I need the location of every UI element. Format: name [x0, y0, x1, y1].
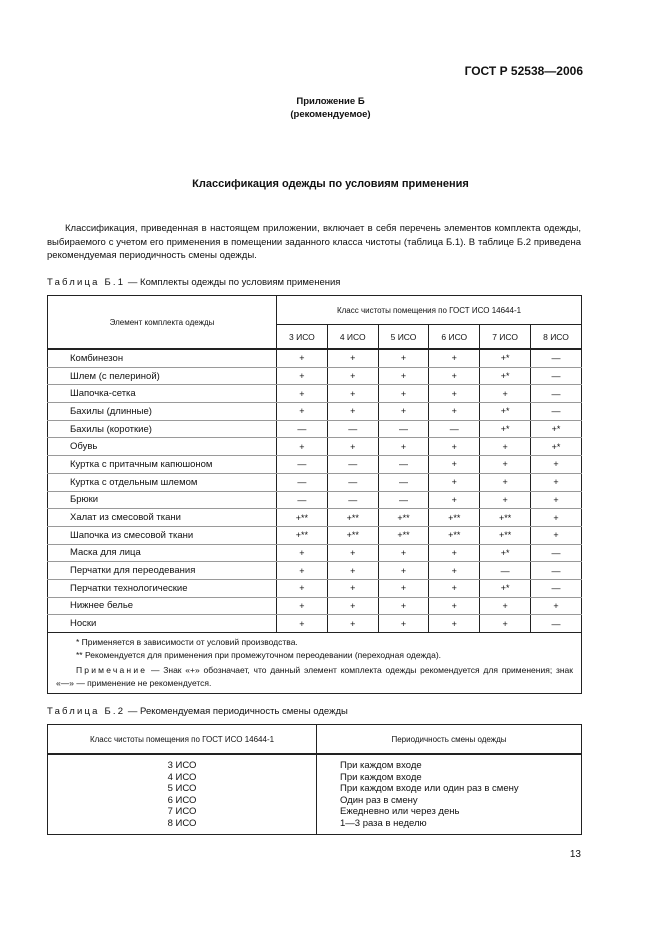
row-value-cell: + [327, 562, 378, 580]
table1-caption-prefix: Таблица Б.1 [47, 277, 126, 288]
row-value-cell: + [429, 579, 480, 597]
change-frequency-table [47, 724, 582, 835]
table-row [48, 509, 582, 527]
clothing-sets-table-body [48, 349, 582, 633]
row-value-cell: +* [480, 367, 531, 385]
row-value-cell: +** [327, 509, 378, 527]
row-value-cell: + [327, 438, 378, 456]
class-header-3-iso: 3 ИСО [277, 325, 328, 350]
table1-notes [48, 633, 582, 694]
class-header-5-iso: 5 ИСО [378, 325, 429, 350]
table-row [48, 367, 582, 385]
row-element-name: Комбинезон [48, 349, 277, 367]
class-header-8-iso: 8 ИСО [530, 325, 581, 350]
class-item: 4 ИСО [167, 771, 197, 783]
row-value-cell: + [378, 615, 429, 633]
row-value-cell: +** [378, 509, 429, 527]
row-value-cell: +** [378, 526, 429, 544]
page-number: 13 [569, 849, 581, 860]
row-value-cell: + [429, 615, 480, 633]
class-list [48, 754, 317, 835]
appendix-heading [0, 95, 661, 121]
class-header-7-iso: 7 ИСО [480, 325, 531, 350]
row-value-cell: + [530, 526, 581, 544]
class-header-6-iso: 6 ИСО [429, 325, 480, 350]
row-value-cell: — [530, 367, 581, 385]
table-row [48, 615, 582, 633]
row-value-cell: + [429, 491, 480, 509]
frequency-item: При каждом входе [340, 760, 422, 771]
row-value-cell: + [277, 579, 328, 597]
section-title: Классификация одежды по условиям применения [192, 178, 469, 190]
row-element-name: Перчатки для переодевания [48, 562, 277, 580]
row-value-cell: + [429, 597, 480, 615]
row-value-cell: — [378, 420, 429, 438]
row-value-cell: + [530, 509, 581, 527]
row-value-cell: — [530, 562, 581, 580]
row-value-cell: + [429, 438, 480, 456]
row-value-cell: +** [429, 509, 480, 527]
row-value-cell: + [378, 403, 429, 421]
table-row [48, 385, 582, 403]
row-value-cell: — [327, 473, 378, 491]
row-element-name: Шапочка из смесовой ткани [48, 526, 277, 544]
class-item: 3 ИСО [167, 760, 197, 771]
row-value-cell: +** [480, 509, 531, 527]
row-value-cell: + [429, 385, 480, 403]
row-value-cell: — [378, 473, 429, 491]
row-element-name: Халат из смесовой ткани [48, 509, 277, 527]
row-element-name: Куртка с отдельным шлемом [48, 473, 277, 491]
row-value-cell: — [530, 385, 581, 403]
row-element-name: Перчатки технологические [48, 579, 277, 597]
row-value-cell: — [327, 491, 378, 509]
row-element-name: Нижнее белье [48, 597, 277, 615]
row-value-cell: + [378, 349, 429, 367]
row-value-cell: + [277, 385, 328, 403]
frequency-item: Ежедневно или через день [340, 806, 460, 817]
footnote-1: * Применяется в зависимости от условий производства. [76, 637, 298, 647]
frequency-list [317, 754, 582, 835]
frequency-item: При каждом входе [340, 771, 422, 783]
column-header-frequency: Периодичность смены одежды [317, 725, 582, 755]
row-value-cell: + [327, 403, 378, 421]
row-value-cell: + [277, 367, 328, 385]
row-value-cell: + [530, 597, 581, 615]
table-row [48, 438, 582, 456]
row-value-cell: + [480, 597, 531, 615]
row-value-cell: +* [480, 403, 531, 421]
row-value-cell: + [277, 438, 328, 456]
row-element-name: Бахилы (короткие) [48, 420, 277, 438]
row-value-cell: — [277, 491, 328, 509]
row-value-cell: +** [277, 526, 328, 544]
row-element-name: Бахилы (длинные) [48, 403, 277, 421]
row-value-cell: +** [429, 526, 480, 544]
row-value-cell: + [480, 615, 531, 633]
row-value-cell: — [378, 456, 429, 474]
column-header-cleanliness-class: Класс чистоты помещения по ГОСТ ИСО 14644-1 [277, 296, 582, 325]
row-value-cell: — [378, 491, 429, 509]
row-value-cell: — [530, 544, 581, 562]
row-value-cell: + [277, 403, 328, 421]
table-row [48, 544, 582, 562]
class-item: 5 ИСО [167, 783, 197, 794]
remark-text: — Знак «+» обозначает, что данный элемент комплекта одежды рекомендуется для применения; знак «—» — применение не рекомендуется. [56, 665, 573, 688]
row-value-cell: + [480, 491, 531, 509]
row-value-cell: +* [480, 349, 531, 367]
row-value-cell: +* [480, 544, 531, 562]
row-value-cell: + [429, 544, 480, 562]
table-row [48, 597, 582, 615]
row-value-cell: + [327, 579, 378, 597]
table-row [48, 562, 582, 580]
class-list-items [48, 760, 316, 829]
clothing-sets-table [47, 295, 582, 694]
table1-notes-row [48, 633, 582, 694]
row-value-cell: + [378, 385, 429, 403]
frequency-item: Один раз в смену [340, 794, 418, 806]
row-value-cell: + [327, 367, 378, 385]
row-value-cell: + [327, 385, 378, 403]
frequency-list-items [340, 760, 581, 829]
row-value-cell: + [378, 544, 429, 562]
column-header-class: Класс чистоты помещения по ГОСТ ИСО 14644-1 [48, 725, 317, 755]
row-value-cell: + [480, 385, 531, 403]
table-row [48, 403, 582, 421]
row-value-cell: + [429, 473, 480, 491]
row-value-cell: +** [277, 509, 328, 527]
row-element-name: Куртка с притачным капюшоном [48, 456, 277, 474]
intro-paragraph: Классификация, приведенная в настоящем приложении, включает в себя перечень элементов комплекта одежды, выбираемого с учетом его применения в помещении заданного класса чистоты (таблица Б.1). В таблице Б.2 приведена рекомендуемая периодичность смены одежды. [47, 223, 581, 261]
row-element-name: Шлем (с пелериной) [48, 367, 277, 385]
row-value-cell: + [378, 579, 429, 597]
row-element-name: Маска для лица [48, 544, 277, 562]
row-value-cell: + [429, 367, 480, 385]
row-value-cell: — [480, 562, 531, 580]
table2-caption-text: — Рекомендуемая периодичность смены одежды [125, 706, 348, 717]
appendix-subtitle: (рекомендуемое) [290, 109, 371, 120]
table2-caption-prefix: Таблица Б.2 [47, 706, 126, 717]
table-row [48, 526, 582, 544]
row-value-cell: — [327, 420, 378, 438]
row-value-cell: + [277, 562, 328, 580]
table1-remark [56, 664, 573, 689]
class-item: 6 ИСО [167, 794, 197, 806]
row-value-cell: + [480, 438, 531, 456]
row-value-cell: + [429, 456, 480, 474]
table-row [48, 491, 582, 509]
row-value-cell: — [530, 403, 581, 421]
appendix-title: Приложение Б [296, 96, 365, 107]
row-value-cell: — [277, 456, 328, 474]
row-value-cell: + [429, 349, 480, 367]
row-value-cell: + [378, 367, 429, 385]
row-value-cell: + [530, 456, 581, 474]
row-value-cell: + [429, 562, 480, 580]
row-value-cell: +** [327, 526, 378, 544]
row-value-cell: + [480, 456, 531, 474]
row-element-name: Шапочка-сетка [48, 385, 277, 403]
class-item: 8 ИСО [167, 817, 197, 829]
row-value-cell: + [327, 349, 378, 367]
table1-caption-text: — Комплекты одежды по условиям применения [125, 277, 341, 288]
row-value-cell: — [530, 579, 581, 597]
table-row [48, 456, 582, 474]
row-value-cell: + [277, 349, 328, 367]
row-value-cell: — [277, 473, 328, 491]
row-value-cell: + [277, 615, 328, 633]
column-header-element: Элемент комплекта одежды [48, 296, 277, 350]
row-element-name: Брюки [48, 491, 277, 509]
row-value-cell: + [378, 438, 429, 456]
row-value-cell: + [327, 615, 378, 633]
footnote-2: ** Рекомендуется для применения при промежуточном переодевании (переходная одежда). [76, 649, 442, 660]
row-value-cell: — [530, 349, 581, 367]
row-value-cell: + [530, 473, 581, 491]
row-value-cell: +* [480, 579, 531, 597]
row-value-cell: +** [480, 526, 531, 544]
frequency-item: 1—3 раза в неделю [340, 817, 427, 829]
row-value-cell: + [378, 562, 429, 580]
row-value-cell: +* [530, 420, 581, 438]
table-row [48, 349, 582, 367]
table1-caption [47, 277, 340, 288]
table2-caption [47, 706, 348, 717]
table-row [48, 579, 582, 597]
row-value-cell: + [277, 597, 328, 615]
row-value-cell: + [327, 544, 378, 562]
row-value-cell: — [429, 420, 480, 438]
row-element-name: Обувь [48, 438, 277, 456]
row-value-cell: +* [530, 438, 581, 456]
row-value-cell: + [277, 544, 328, 562]
table-row [48, 420, 582, 438]
row-value-cell: — [277, 420, 328, 438]
row-value-cell: +* [480, 420, 531, 438]
row-value-cell: + [327, 597, 378, 615]
table-row [48, 473, 582, 491]
row-value-cell: — [327, 456, 378, 474]
row-value-cell: + [480, 473, 531, 491]
document-code: ГОСТ Р 52538—2006 [464, 64, 583, 78]
frequency-item: При каждом входе или один раз в смену [340, 783, 519, 794]
class-header-4-iso: 4 ИСО [327, 325, 378, 350]
row-value-cell: + [378, 597, 429, 615]
row-element-name: Носки [48, 615, 277, 633]
row-value-cell: — [530, 615, 581, 633]
row-value-cell: + [530, 491, 581, 509]
class-item: 7 ИСО [167, 806, 197, 817]
row-value-cell: + [429, 403, 480, 421]
remark-prefix: Примечание [76, 665, 148, 675]
